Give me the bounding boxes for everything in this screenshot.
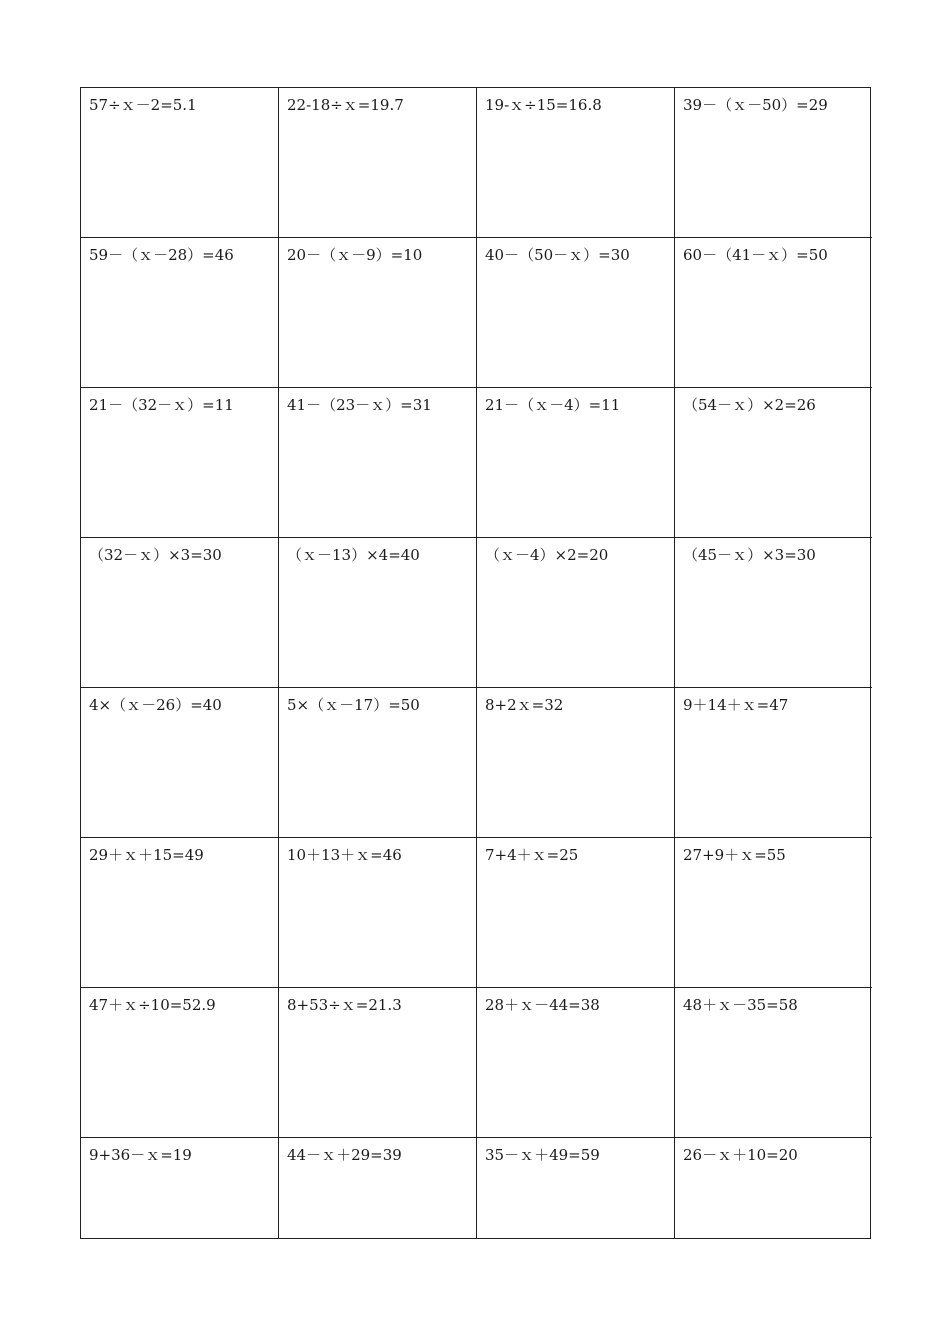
equation-cell: （ｘ－13）×4=40: [279, 538, 477, 688]
equation-cell: 10＋13＋ｘ=46: [279, 838, 477, 988]
equation-cell: 9＋14＋ｘ=47: [675, 688, 872, 838]
equation-cell: 60－（41－ｘ）=50: [675, 238, 872, 388]
equation-cell: 21－（32－ｘ）=11: [81, 388, 279, 538]
equation-cell: 9+36－ｘ=19: [81, 1138, 279, 1238]
equation-cell: 29＋ｘ＋15=49: [81, 838, 279, 988]
equation-cell: 5×（ｘ－17）=50: [279, 688, 477, 838]
equation-cell: 22-18÷ｘ=19.7: [279, 88, 477, 238]
equation-cell: （45－ｘ）×3=30: [675, 538, 872, 688]
equation-cell: 4×（ｘ－26）=40: [81, 688, 279, 838]
equation-cell: 8+2ｘ=32: [477, 688, 675, 838]
equation-cell: 20－（ｘ－9）=10: [279, 238, 477, 388]
equation-cell: 19-ｘ÷15=16.8: [477, 88, 675, 238]
equation-cell: 8+53÷ｘ=21.3: [279, 988, 477, 1138]
equation-cell: 28＋ｘ－44=38: [477, 988, 675, 1138]
equation-cell: 40－（50－ｘ）=30: [477, 238, 675, 388]
equation-cell: 27+9＋ｘ=55: [675, 838, 872, 988]
equation-cell: （32－ｘ）×3=30: [81, 538, 279, 688]
equation-cell: 47＋ｘ÷10=52.9: [81, 988, 279, 1138]
equation-worksheet-table: [80, 87, 871, 1239]
equation-cell: 48＋ｘ－35=58: [675, 988, 872, 1138]
equation-cell: 57÷ｘ－2=5.1: [81, 88, 279, 238]
equation-cell: 26－ｘ＋10=20: [683, 1146, 798, 1164]
equation-cell: 7+4＋ｘ=25: [477, 838, 675, 988]
equation-cell: 41－（23－ｘ）=31: [279, 388, 477, 538]
equation-cell: （ｘ－4）×2=20: [477, 538, 675, 688]
equation-cell: （54－ｘ）×2=26: [675, 388, 872, 538]
equation-cell: 59－（ｘ－28）=46: [81, 238, 279, 388]
equation-cell: 35－ｘ＋49=59: [477, 1138, 675, 1238]
equation-cell: 39－（ｘ－50）=29: [675, 88, 872, 238]
equation-cell: 21－（ｘ－4）=11: [477, 388, 675, 538]
equation-cell: 44－ｘ＋29=39: [279, 1138, 477, 1238]
